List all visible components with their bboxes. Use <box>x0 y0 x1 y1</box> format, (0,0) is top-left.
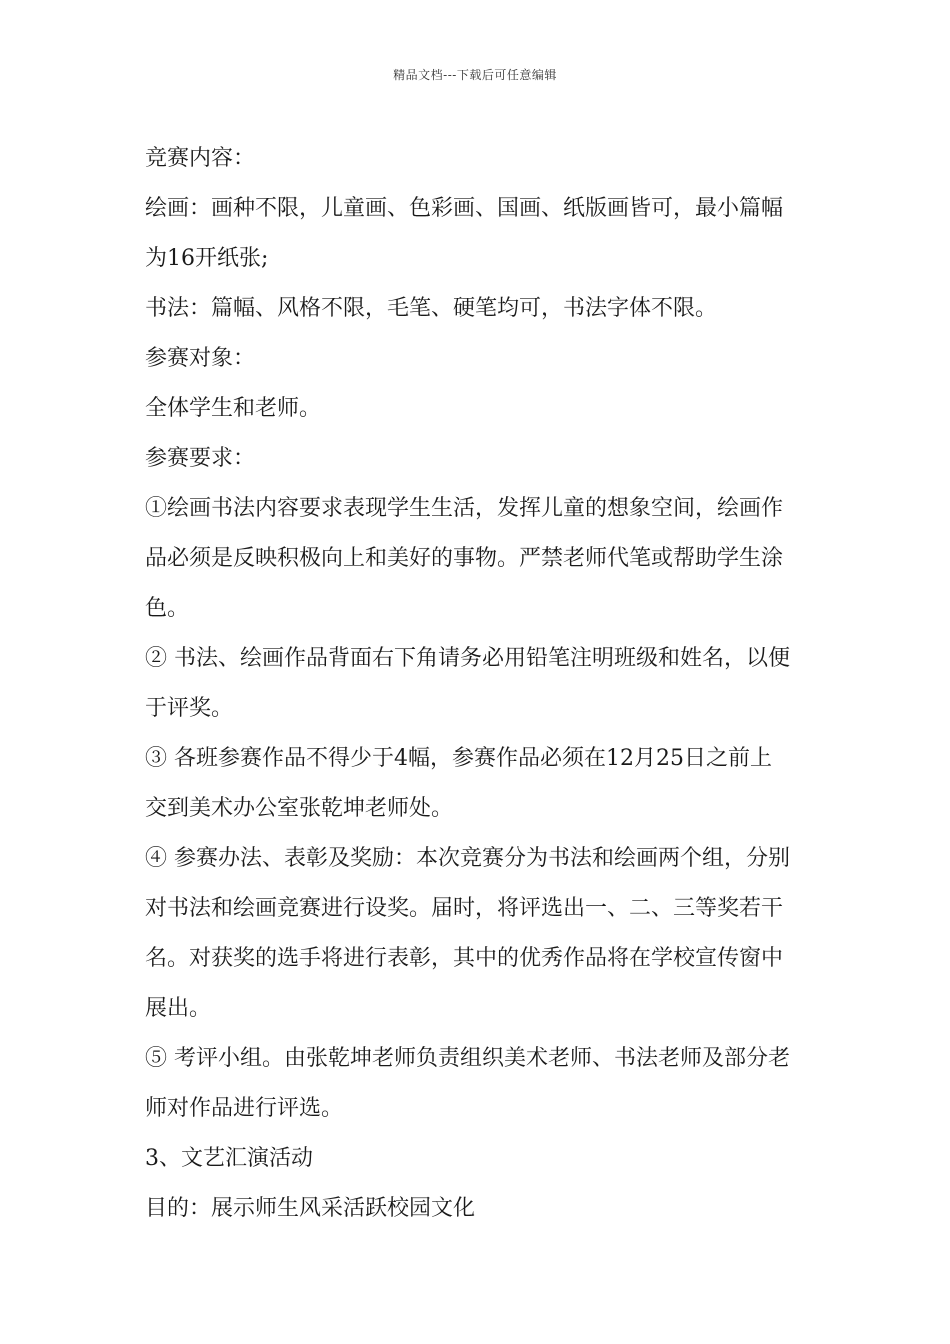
paragraph-line: 全体学生和老师。 <box>145 396 322 421</box>
list-item-line: 交到美术办公室张乾坤老师处。 <box>145 796 454 821</box>
paragraph-line: 为16开纸张; <box>145 246 269 271</box>
section-heading-participants: 参赛对象： <box>145 346 256 371</box>
list-item-line: 展出。 <box>145 996 212 1021</box>
list-item-line: 于评奖。 <box>145 696 234 721</box>
paragraph-line: 目的：展示师生风采活跃校园文化 <box>145 1196 476 1221</box>
list-item-line: ⑤ 考评小组。由张乾坤老师负责组织美术老师、书法老师及部分老 <box>145 1046 790 1071</box>
list-item-line: 品必须是反映积极向上和美好的事物。严禁老师代笔或帮助学生涂 <box>145 546 784 571</box>
list-item-line: 名。对获奖的选手将进行表彰，其中的优秀作品将在学校宣传窗中 <box>145 946 784 971</box>
document-body <box>145 134 810 1234</box>
list-item-line: ③ 各班参赛作品不得少于4幅，参赛作品必须在12月25日之前上 <box>145 746 772 771</box>
list-item-line: ①绘画书法内容要求表现学生生活，发挥儿童的想象空间，绘画作 <box>145 496 784 521</box>
list-item-line: ② 书法、绘画作品背面右下角请务必用铅笔注明班级和姓名，以便 <box>145 646 790 671</box>
section-heading-content: 竞赛内容： <box>145 146 256 171</box>
list-item-line: 对书法和绘画竞赛进行设奖。届时，将评选出一、二、三等奖若干 <box>145 896 784 921</box>
list-item-line: 色。 <box>145 596 190 621</box>
list-item-line: 师对作品进行评选。 <box>145 1096 344 1121</box>
section-heading-performance: 3、文艺汇演活动 <box>145 1146 313 1171</box>
paragraph-line: 绘画：画种不限，儿童画、色彩画、国画、纸版画皆可，最小篇幅 <box>145 196 784 221</box>
paragraph-line: 书法：篇幅、风格不限，毛笔、硬笔均可，书法字体不限。 <box>145 296 718 321</box>
list-item-line: ④ 参赛办法、表彰及奖励：本次竞赛分为书法和绘画两个组，分别 <box>145 846 790 871</box>
page-header: 精品文档---下载后可任意编辑 <box>393 68 557 82</box>
section-heading-requirements: 参赛要求： <box>145 446 256 471</box>
